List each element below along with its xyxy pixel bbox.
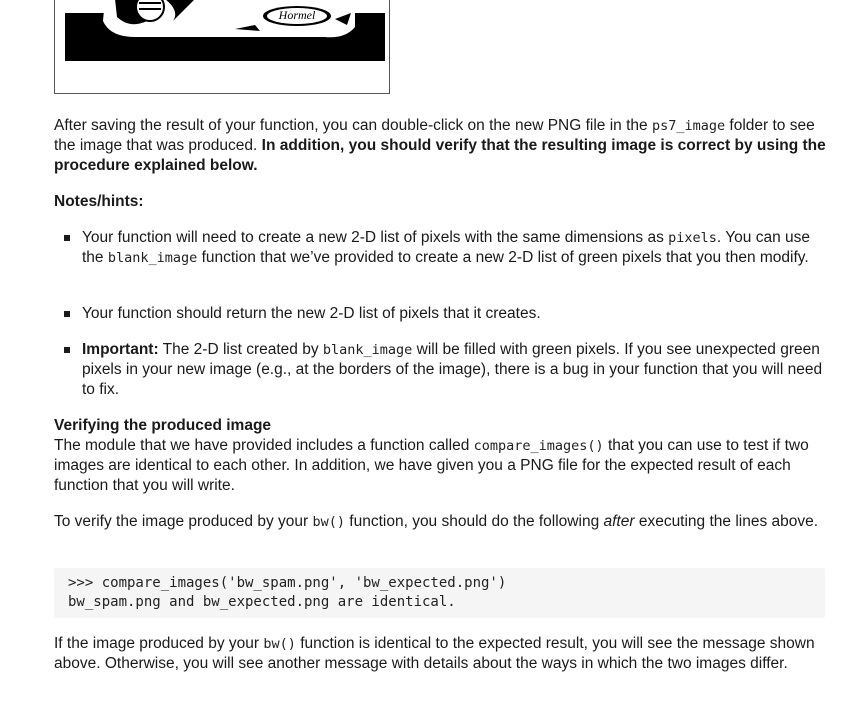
intro-text-1: After saving the result of your function, you can double-click on the new PNG file in the: [54, 117, 652, 134]
inline-code-ps7-image: ps7_image: [651, 118, 726, 134]
note1-text-3: function that we’ve provided to create a new 2-D list of green pixels that you then modify.: [197, 249, 809, 266]
list-item: [82, 228, 827, 268]
note2-text: Your function should return the new 2-D list of pixels that it creates.: [82, 305, 541, 322]
bw-spam-image: [54, 0, 390, 94]
code-block: [54, 568, 825, 618]
bullet-icon: [64, 347, 70, 353]
final-text-2: function is identical to the expected result, you will see the message shown above. Otherwise, you will see another message with details about the ways in which the two images differ.: [54, 635, 815, 672]
note3-text-1: The 2-D list created by: [158, 341, 323, 358]
verify2-text-3: executing the lines above.: [634, 513, 819, 530]
bw-spam-graphic: [55, 0, 389, 93]
final-text-1: If the image produced by your: [54, 635, 264, 652]
note1-text-2: . You can use the: [82, 229, 811, 266]
notes-heading-text: Notes/hints:: [54, 193, 144, 210]
intro-paragraph: [54, 116, 826, 176]
inline-code-pixels: pixels: [668, 230, 717, 246]
verify-instructions-paragraph: [54, 512, 826, 532]
verify2-text-2: function, you should do the following: [344, 513, 604, 530]
inline-code-bw-2: bw(): [263, 636, 296, 652]
notes-heading: [54, 192, 826, 212]
verify2-text-1: To verify the image produced by your: [54, 513, 313, 530]
note3-important-label: Important:: [82, 341, 159, 358]
verify-section: [54, 416, 826, 496]
intro-text-2: folder to see the image that was produced.: [54, 117, 815, 154]
bullet-icon: [64, 311, 70, 317]
list-item: [82, 340, 827, 400]
list-item: [82, 304, 827, 324]
inline-code-blank-image-2: blank_image: [322, 342, 413, 358]
intro-bold-text: In addition, you should verify that the resulting image is correct by using the procedure explained below.: [54, 137, 826, 174]
code-line-2: bw_spam.png and bw_expected.png are identical.: [68, 594, 456, 610]
bullet-icon: [64, 235, 70, 241]
verify2-emphasis: after: [603, 513, 635, 530]
inline-code-blank-image: blank_image: [107, 250, 198, 266]
note3-text-2: will be filled with green pixels. If you see unexpected green pixels in your new image (e.g., at the borders of the image), there is a bug in your function that you will need to fix.: [82, 341, 823, 398]
verify-text-1: The module that we have provided includes a function called: [54, 437, 474, 454]
verify-heading: Verifying the produced image: [54, 417, 272, 434]
code-line-1: >>> compare_images('bw_spam.png', 'bw_expected.png'): [68, 575, 507, 591]
inline-code-bw: bw(): [312, 514, 345, 530]
final-paragraph: [54, 634, 826, 674]
verify-text-2: that you can use to test if two images are identical to each other. In addition, we have given you a PNG file for the expected result of each function that you will write.: [54, 437, 809, 494]
inline-code-compare-images: compare_images(): [473, 438, 604, 454]
note1-text-1: Your function will need to create a new 2-D list of pixels with the same dimensions as: [82, 229, 669, 246]
hormel-logo-text: Hormel: [278, 8, 316, 22]
